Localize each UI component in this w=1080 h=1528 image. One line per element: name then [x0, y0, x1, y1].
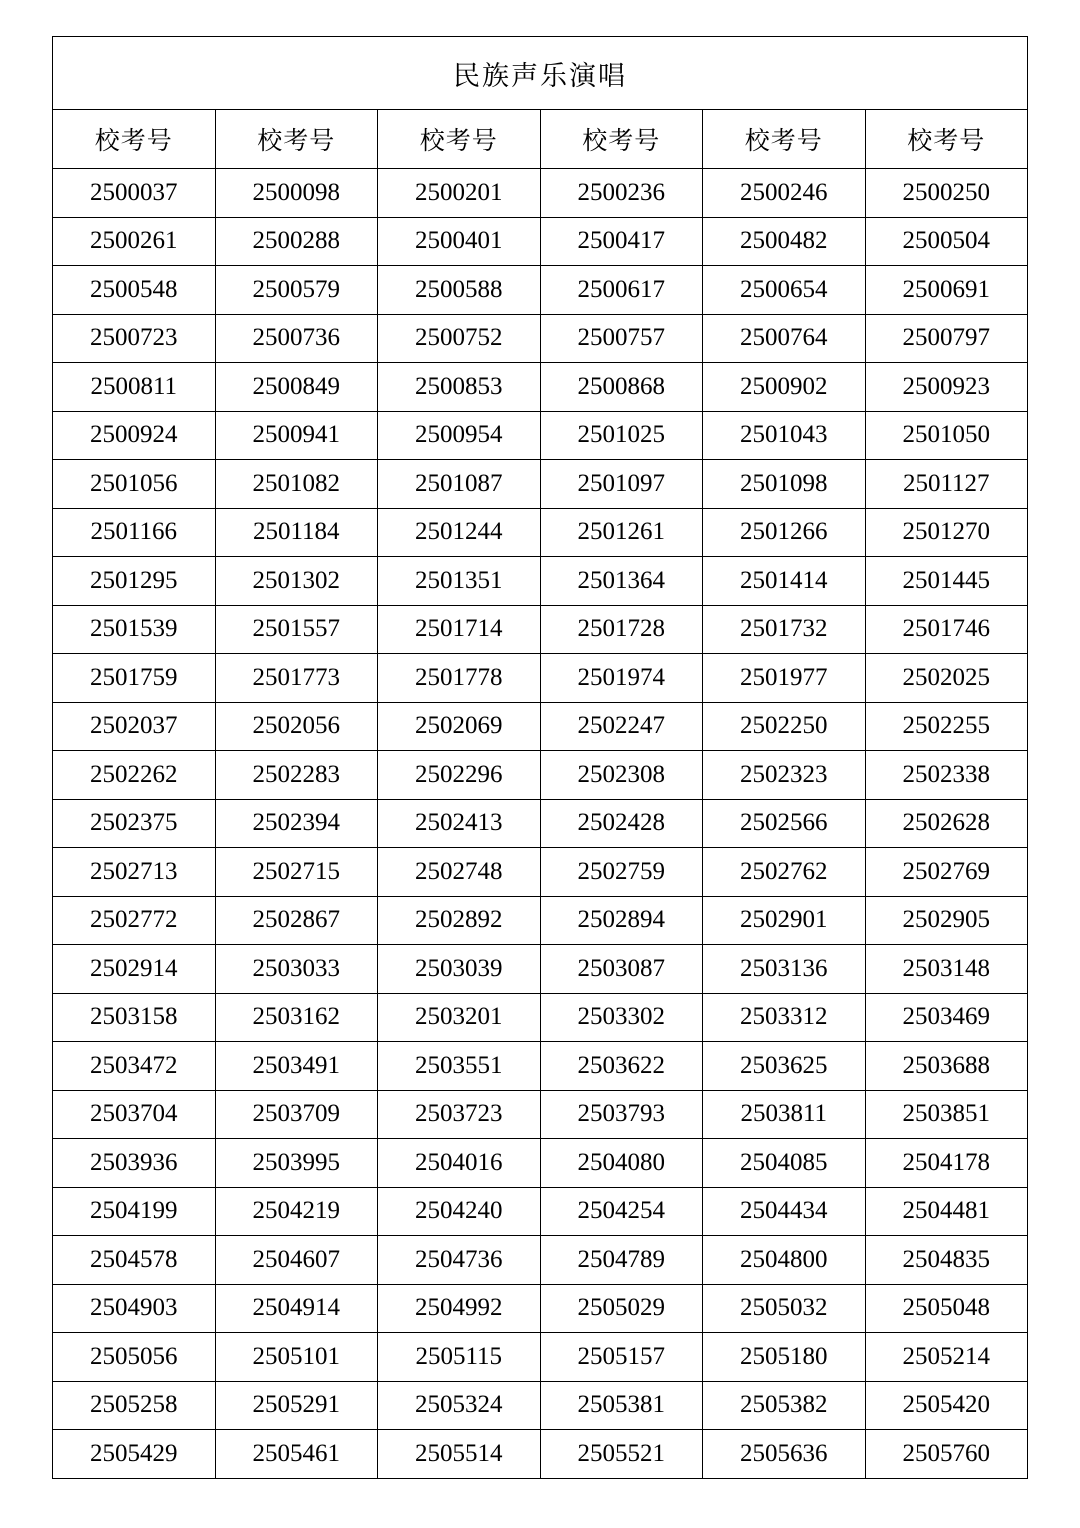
exam-number: 2500288 — [215, 217, 378, 266]
exam-number: 2502069 — [378, 702, 541, 751]
exam-number: 2502905 — [865, 896, 1028, 945]
exam-number: 2505048 — [865, 1284, 1028, 1333]
exam-number: 2505521 — [540, 1430, 703, 1479]
exam-number: 2501746 — [865, 605, 1028, 654]
exam-number: 2500853 — [378, 363, 541, 412]
column-header-1: 校考号 — [53, 110, 216, 169]
table-row — [53, 508, 1028, 557]
exam-number: 2502413 — [378, 799, 541, 848]
exam-number: 2501270 — [865, 508, 1028, 557]
exam-number: 2503148 — [865, 945, 1028, 994]
exam-number: 2501977 — [703, 654, 866, 703]
exam-number: 2503472 — [53, 1042, 216, 1091]
exam-number: 2505636 — [703, 1430, 866, 1479]
exam-number: 2501295 — [53, 557, 216, 606]
exam-number: 2502037 — [53, 702, 216, 751]
exam-number-table — [52, 36, 1028, 1479]
exam-number: 2503936 — [53, 1139, 216, 1188]
exam-number: 2500797 — [865, 314, 1028, 363]
exam-number: 2503312 — [703, 993, 866, 1042]
exam-number: 2505324 — [378, 1381, 541, 1430]
table-row — [53, 217, 1028, 266]
exam-number: 2500617 — [540, 266, 703, 315]
exam-number: 2500902 — [703, 363, 866, 412]
table-row — [53, 460, 1028, 509]
exam-number: 2504240 — [378, 1187, 541, 1236]
exam-number: 2501056 — [53, 460, 216, 509]
exam-number: 2502296 — [378, 751, 541, 800]
exam-number: 2504434 — [703, 1187, 866, 1236]
table-row — [53, 1236, 1028, 1285]
exam-number: 2501974 — [540, 654, 703, 703]
exam-number: 2502566 — [703, 799, 866, 848]
exam-number: 2505157 — [540, 1333, 703, 1382]
exam-number: 2501244 — [378, 508, 541, 557]
table-row — [53, 605, 1028, 654]
table-row — [53, 557, 1028, 606]
exam-number: 2502748 — [378, 848, 541, 897]
exam-number: 2502323 — [703, 751, 866, 800]
table-body — [53, 37, 1028, 1479]
exam-number: 2503851 — [865, 1090, 1028, 1139]
exam-number: 2501097 — [540, 460, 703, 509]
exam-number: 2502628 — [865, 799, 1028, 848]
exam-number: 2504016 — [378, 1139, 541, 1188]
exam-number: 2503551 — [378, 1042, 541, 1091]
exam-number: 2500691 — [865, 266, 1028, 315]
exam-number: 2502901 — [703, 896, 866, 945]
exam-number: 2501414 — [703, 557, 866, 606]
exam-number: 2502025 — [865, 654, 1028, 703]
exam-number: 2501364 — [540, 557, 703, 606]
header-row — [53, 110, 1028, 169]
exam-number: 2502056 — [215, 702, 378, 751]
exam-number: 2505420 — [865, 1381, 1028, 1430]
column-header-4: 校考号 — [540, 110, 703, 169]
table-row — [53, 945, 1028, 994]
title-row — [53, 37, 1028, 110]
column-header-3: 校考号 — [378, 110, 541, 169]
exam-number: 2501732 — [703, 605, 866, 654]
exam-number: 2500504 — [865, 217, 1028, 266]
exam-number: 2501043 — [703, 411, 866, 460]
table-row — [53, 1139, 1028, 1188]
exam-number: 2502713 — [53, 848, 216, 897]
exam-number: 2504903 — [53, 1284, 216, 1333]
exam-number: 2505461 — [215, 1430, 378, 1479]
exam-number: 2501166 — [53, 508, 216, 557]
exam-number: 2501778 — [378, 654, 541, 703]
exam-number: 2500849 — [215, 363, 378, 412]
exam-number: 2500924 — [53, 411, 216, 460]
exam-number: 2501557 — [215, 605, 378, 654]
table-row — [53, 1284, 1028, 1333]
table-row — [53, 1090, 1028, 1139]
exam-number: 2500037 — [53, 169, 216, 218]
exam-number: 2501266 — [703, 508, 866, 557]
exam-number: 2502715 — [215, 848, 378, 897]
exam-number: 2502772 — [53, 896, 216, 945]
exam-number: 2502255 — [865, 702, 1028, 751]
exam-number: 2503033 — [215, 945, 378, 994]
exam-number: 2503469 — [865, 993, 1028, 1042]
exam-number: 2504992 — [378, 1284, 541, 1333]
exam-number: 2500261 — [53, 217, 216, 266]
exam-number: 2505258 — [53, 1381, 216, 1430]
exam-number: 2502894 — [540, 896, 703, 945]
exam-number: 2502375 — [53, 799, 216, 848]
exam-number: 2501351 — [378, 557, 541, 606]
exam-number: 2502250 — [703, 702, 866, 751]
exam-number: 2500757 — [540, 314, 703, 363]
exam-number: 2503622 — [540, 1042, 703, 1091]
exam-number: 2500588 — [378, 266, 541, 315]
exam-number: 2500236 — [540, 169, 703, 218]
exam-number: 2505514 — [378, 1430, 541, 1479]
exam-number: 2503723 — [378, 1090, 541, 1139]
exam-number: 2501759 — [53, 654, 216, 703]
exam-number: 2504835 — [865, 1236, 1028, 1285]
exam-number: 2504736 — [378, 1236, 541, 1285]
exam-number: 2500401 — [378, 217, 541, 266]
exam-number: 2503162 — [215, 993, 378, 1042]
exam-number: 2504178 — [865, 1139, 1028, 1188]
exam-number: 2503302 — [540, 993, 703, 1042]
exam-number: 2505214 — [865, 1333, 1028, 1382]
exam-number: 2502308 — [540, 751, 703, 800]
exam-number: 2505032 — [703, 1284, 866, 1333]
exam-number: 2500482 — [703, 217, 866, 266]
exam-number: 2503087 — [540, 945, 703, 994]
exam-number: 2504085 — [703, 1139, 866, 1188]
exam-number: 2505760 — [865, 1430, 1028, 1479]
exam-number: 2503136 — [703, 945, 866, 994]
table-row — [53, 1430, 1028, 1479]
table-row — [53, 654, 1028, 703]
exam-number: 2501302 — [215, 557, 378, 606]
exam-number: 2500923 — [865, 363, 1028, 412]
column-header-6: 校考号 — [865, 110, 1028, 169]
exam-number: 2500941 — [215, 411, 378, 460]
exam-number: 2500548 — [53, 266, 216, 315]
exam-number: 2500250 — [865, 169, 1028, 218]
table-row — [53, 896, 1028, 945]
exam-number: 2504219 — [215, 1187, 378, 1236]
exam-number: 2501714 — [378, 605, 541, 654]
table-row — [53, 751, 1028, 800]
exam-number: 2505115 — [378, 1333, 541, 1382]
exam-number: 2505429 — [53, 1430, 216, 1479]
exam-number: 2502262 — [53, 751, 216, 800]
table-row — [53, 1042, 1028, 1091]
exam-number: 2505382 — [703, 1381, 866, 1430]
exam-number: 2500954 — [378, 411, 541, 460]
exam-number: 2503625 — [703, 1042, 866, 1091]
exam-number: 2502759 — [540, 848, 703, 897]
exam-number: 2500868 — [540, 363, 703, 412]
exam-number: 2502247 — [540, 702, 703, 751]
exam-number: 2502892 — [378, 896, 541, 945]
exam-number: 2500246 — [703, 169, 866, 218]
exam-number: 2504789 — [540, 1236, 703, 1285]
exam-number: 2503995 — [215, 1139, 378, 1188]
exam-number: 2505291 — [215, 1381, 378, 1430]
exam-number: 2500417 — [540, 217, 703, 266]
exam-number: 2501098 — [703, 460, 866, 509]
column-header-2: 校考号 — [215, 110, 378, 169]
exam-number: 2501082 — [215, 460, 378, 509]
exam-number: 2504481 — [865, 1187, 1028, 1236]
table-row — [53, 363, 1028, 412]
exam-number: 2500654 — [703, 266, 866, 315]
exam-number: 2504914 — [215, 1284, 378, 1333]
table-row — [53, 266, 1028, 315]
exam-number: 2503201 — [378, 993, 541, 1042]
table-row — [53, 993, 1028, 1042]
exam-number: 2503811 — [703, 1090, 866, 1139]
table-row — [53, 169, 1028, 218]
exam-number: 2502338 — [865, 751, 1028, 800]
exam-number: 2502428 — [540, 799, 703, 848]
exam-number: 2505101 — [215, 1333, 378, 1382]
exam-number: 2500201 — [378, 169, 541, 218]
exam-number: 2500736 — [215, 314, 378, 363]
exam-number: 2503793 — [540, 1090, 703, 1139]
table-row — [53, 799, 1028, 848]
exam-number: 2501261 — [540, 508, 703, 557]
exam-number: 2504254 — [540, 1187, 703, 1236]
exam-number: 2501773 — [215, 654, 378, 703]
table-row — [53, 848, 1028, 897]
exam-number: 2500098 — [215, 169, 378, 218]
exam-number: 2504800 — [703, 1236, 866, 1285]
exam-number: 2501025 — [540, 411, 703, 460]
exam-number: 2505056 — [53, 1333, 216, 1382]
exam-number: 2501127 — [865, 460, 1028, 509]
exam-number: 2500579 — [215, 266, 378, 315]
exam-number: 2504578 — [53, 1236, 216, 1285]
column-header-5: 校考号 — [703, 110, 866, 169]
exam-number: 2505029 — [540, 1284, 703, 1333]
exam-number: 2500764 — [703, 314, 866, 363]
exam-number: 2501728 — [540, 605, 703, 654]
exam-number: 2503704 — [53, 1090, 216, 1139]
exam-number: 2503039 — [378, 945, 541, 994]
exam-number: 2504199 — [53, 1187, 216, 1236]
exam-number: 2504607 — [215, 1236, 378, 1285]
exam-number: 2505180 — [703, 1333, 866, 1382]
exam-number: 2501184 — [215, 508, 378, 557]
exam-number: 2504080 — [540, 1139, 703, 1188]
table-row — [53, 1381, 1028, 1430]
exam-number: 2500811 — [53, 363, 216, 412]
table-row — [53, 1333, 1028, 1382]
exam-number: 2503158 — [53, 993, 216, 1042]
table-row — [53, 314, 1028, 363]
exam-number: 2500723 — [53, 314, 216, 363]
exam-number: 2502867 — [215, 896, 378, 945]
exam-number: 2503688 — [865, 1042, 1028, 1091]
exam-number: 2505381 — [540, 1381, 703, 1430]
table-row — [53, 1187, 1028, 1236]
exam-number: 2503709 — [215, 1090, 378, 1139]
exam-number: 2501087 — [378, 460, 541, 509]
exam-number: 2500752 — [378, 314, 541, 363]
exam-number: 2501445 — [865, 557, 1028, 606]
page-title: 民族声乐演唱 — [53, 37, 1028, 110]
exam-number: 2502762 — [703, 848, 866, 897]
table-row — [53, 702, 1028, 751]
exam-number: 2501050 — [865, 411, 1028, 460]
exam-number: 2501539 — [53, 605, 216, 654]
exam-number: 2502394 — [215, 799, 378, 848]
table-row — [53, 411, 1028, 460]
exam-number: 2502283 — [215, 751, 378, 800]
exam-number: 2502914 — [53, 945, 216, 994]
exam-number: 2502769 — [865, 848, 1028, 897]
exam-number: 2503491 — [215, 1042, 378, 1091]
